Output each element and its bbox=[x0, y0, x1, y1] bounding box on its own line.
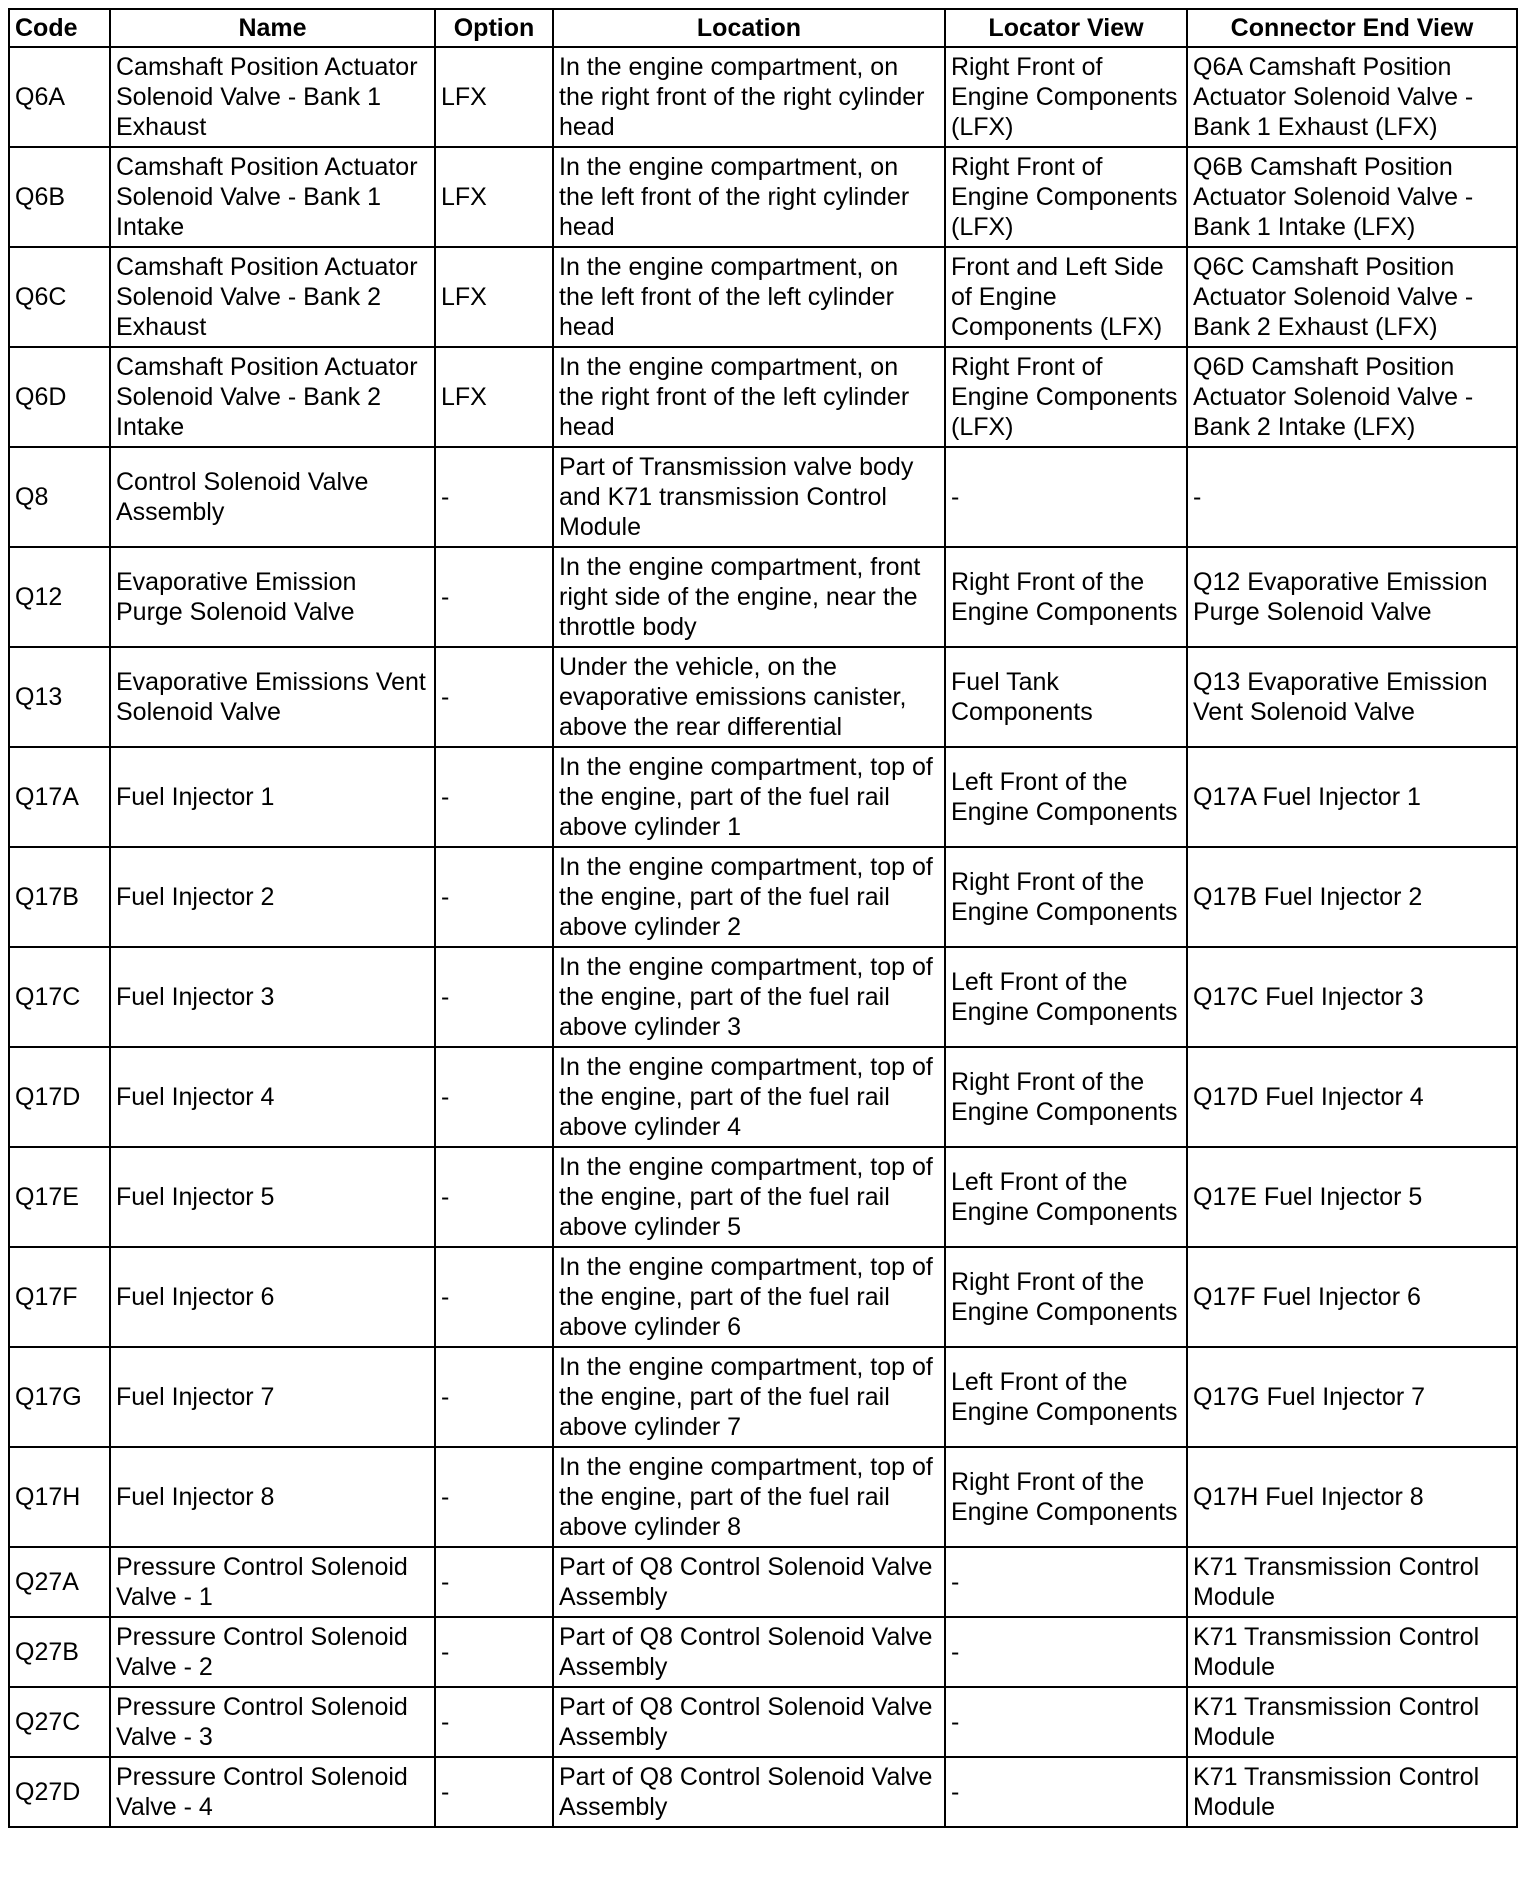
cell-name: Camshaft Position Actuator Solenoid Valve - Bank 1 Intake bbox=[110, 147, 435, 247]
cell-name: Evaporative Emission Purge Solenoid Valve bbox=[110, 547, 435, 647]
header-connector-end-view: Connector End View bbox=[1187, 9, 1517, 47]
cell-connector-end-view: Q17D Fuel Injector 4 bbox=[1187, 1047, 1517, 1147]
cell-option: - bbox=[435, 1687, 553, 1757]
table-row bbox=[9, 1757, 1517, 1827]
cell-code: Q12 bbox=[9, 547, 110, 647]
cell-locator-view: Right Front of Engine Components (LFX) bbox=[945, 147, 1187, 247]
cell-locator-view: Left Front of the Engine Components bbox=[945, 747, 1187, 847]
cell-location: In the engine compartment, top of the engine, part of the fuel rail above cylinder 5 bbox=[553, 1147, 945, 1247]
cell-name: Fuel Injector 5 bbox=[110, 1147, 435, 1247]
cell-option: LFX bbox=[435, 247, 553, 347]
table-row bbox=[9, 547, 1517, 647]
cell-name: Fuel Injector 2 bbox=[110, 847, 435, 947]
cell-name: Fuel Injector 8 bbox=[110, 1447, 435, 1547]
cell-code: Q17B bbox=[9, 847, 110, 947]
cell-code: Q17E bbox=[9, 1147, 110, 1247]
table-row bbox=[9, 647, 1517, 747]
cell-option: LFX bbox=[435, 47, 553, 147]
cell-code: Q6A bbox=[9, 47, 110, 147]
table-row bbox=[9, 47, 1517, 147]
cell-code: Q6B bbox=[9, 147, 110, 247]
cell-location: In the engine compartment, top of the engine, part of the fuel rail above cylinder 2 bbox=[553, 847, 945, 947]
cell-code: Q27B bbox=[9, 1617, 110, 1687]
cell-name: Camshaft Position Actuator Solenoid Valve - Bank 1 Exhaust bbox=[110, 47, 435, 147]
cell-code: Q6D bbox=[9, 347, 110, 447]
cell-location: Part of Q8 Control Solenoid Valve Assembly bbox=[553, 1547, 945, 1617]
cell-connector-end-view: Q6B Camshaft Position Actuator Solenoid Valve - Bank 1 Intake (LFX) bbox=[1187, 147, 1517, 247]
cell-code: Q17A bbox=[9, 747, 110, 847]
table-row bbox=[9, 147, 1517, 247]
table-row bbox=[9, 1547, 1517, 1617]
table-row bbox=[9, 347, 1517, 447]
table-row bbox=[9, 1247, 1517, 1347]
cell-code: Q17D bbox=[9, 1047, 110, 1147]
cell-name: Fuel Injector 6 bbox=[110, 1247, 435, 1347]
cell-connector-end-view: K71 Transmission Control Module bbox=[1187, 1547, 1517, 1617]
table-row bbox=[9, 447, 1517, 547]
cell-code: Q17G bbox=[9, 1347, 110, 1447]
table-row bbox=[9, 1447, 1517, 1547]
cell-locator-view: Fuel Tank Components bbox=[945, 647, 1187, 747]
cell-location: Part of Q8 Control Solenoid Valve Assembly bbox=[553, 1687, 945, 1757]
cell-name: Camshaft Position Actuator Solenoid Valve - Bank 2 Intake bbox=[110, 347, 435, 447]
table-header bbox=[9, 9, 1517, 47]
cell-name: Pressure Control Solenoid Valve - 4 bbox=[110, 1757, 435, 1827]
cell-name: Fuel Injector 3 bbox=[110, 947, 435, 1047]
cell-locator-view: - bbox=[945, 1547, 1187, 1617]
cell-option: - bbox=[435, 1047, 553, 1147]
cell-name: Evaporative Emissions Vent Solenoid Valve bbox=[110, 647, 435, 747]
cell-option: - bbox=[435, 847, 553, 947]
table-row bbox=[9, 747, 1517, 847]
cell-option: LFX bbox=[435, 147, 553, 247]
table-row bbox=[9, 1617, 1517, 1687]
cell-connector-end-view: Q6D Camshaft Position Actuator Solenoid Valve - Bank 2 Intake (LFX) bbox=[1187, 347, 1517, 447]
table-row bbox=[9, 947, 1517, 1047]
cell-locator-view: Left Front of the Engine Components bbox=[945, 1347, 1187, 1447]
table-row bbox=[9, 1687, 1517, 1757]
header-option: Option bbox=[435, 9, 553, 47]
cell-locator-view: Right Front of the Engine Components bbox=[945, 547, 1187, 647]
cell-locator-view: - bbox=[945, 1757, 1187, 1827]
cell-connector-end-view: K71 Transmission Control Module bbox=[1187, 1617, 1517, 1687]
cell-location: In the engine compartment, front right side of the engine, near the throttle body bbox=[553, 547, 945, 647]
cell-option: - bbox=[435, 547, 553, 647]
cell-connector-end-view: K71 Transmission Control Module bbox=[1187, 1687, 1517, 1757]
cell-option: LFX bbox=[435, 347, 553, 447]
cell-option: - bbox=[435, 1347, 553, 1447]
cell-code: Q27A bbox=[9, 1547, 110, 1617]
cell-code: Q13 bbox=[9, 647, 110, 747]
cell-location: In the engine compartment, top of the engine, part of the fuel rail above cylinder 7 bbox=[553, 1347, 945, 1447]
cell-location: In the engine compartment, on the left front of the left cylinder head bbox=[553, 247, 945, 347]
cell-locator-view: Right Front of the Engine Components bbox=[945, 1447, 1187, 1547]
table-body bbox=[9, 47, 1517, 1827]
cell-code: Q27C bbox=[9, 1687, 110, 1757]
cell-option: - bbox=[435, 947, 553, 1047]
cell-connector-end-view: Q17G Fuel Injector 7 bbox=[1187, 1347, 1517, 1447]
cell-connector-end-view: Q6C Camshaft Position Actuator Solenoid Valve - Bank 2 Exhaust (LFX) bbox=[1187, 247, 1517, 347]
cell-name: Pressure Control Solenoid Valve - 3 bbox=[110, 1687, 435, 1757]
cell-connector-end-view: Q6A Camshaft Position Actuator Solenoid Valve - Bank 1 Exhaust (LFX) bbox=[1187, 47, 1517, 147]
cell-name: Fuel Injector 7 bbox=[110, 1347, 435, 1447]
cell-code: Q17H bbox=[9, 1447, 110, 1547]
cell-name: Pressure Control Solenoid Valve - 2 bbox=[110, 1617, 435, 1687]
cell-connector-end-view: Q17E Fuel Injector 5 bbox=[1187, 1147, 1517, 1247]
cell-location: In the engine compartment, top of the engine, part of the fuel rail above cylinder 8 bbox=[553, 1447, 945, 1547]
header-name: Name bbox=[110, 9, 435, 47]
cell-name: Pressure Control Solenoid Valve - 1 bbox=[110, 1547, 435, 1617]
table-row bbox=[9, 247, 1517, 347]
cell-location: Under the vehicle, on the evaporative emissions canister, above the rear differential bbox=[553, 647, 945, 747]
cell-option: - bbox=[435, 1547, 553, 1617]
cell-connector-end-view: Q17F Fuel Injector 6 bbox=[1187, 1247, 1517, 1347]
cell-option: - bbox=[435, 447, 553, 547]
cell-location: In the engine compartment, top of the engine, part of the fuel rail above cylinder 6 bbox=[553, 1247, 945, 1347]
cell-option: - bbox=[435, 1757, 553, 1827]
cell-locator-view: Right Front of Engine Components (LFX) bbox=[945, 347, 1187, 447]
cell-location: In the engine compartment, top of the engine, part of the fuel rail above cylinder 1 bbox=[553, 747, 945, 847]
cell-code: Q8 bbox=[9, 447, 110, 547]
cell-option: - bbox=[435, 647, 553, 747]
header-locator-view: Locator View bbox=[945, 9, 1187, 47]
cell-locator-view: Right Front of the Engine Components bbox=[945, 1247, 1187, 1347]
cell-connector-end-view: Q12 Evaporative Emission Purge Solenoid Valve bbox=[1187, 547, 1517, 647]
cell-locator-view: Front and Left Side of Engine Components (LFX) bbox=[945, 247, 1187, 347]
header-code: Code bbox=[9, 9, 110, 47]
cell-name: Camshaft Position Actuator Solenoid Valve - Bank 2 Exhaust bbox=[110, 247, 435, 347]
cell-location: In the engine compartment, top of the engine, part of the fuel rail above cylinder 4 bbox=[553, 1047, 945, 1147]
cell-code: Q27D bbox=[9, 1757, 110, 1827]
cell-location: Part of Transmission valve body and K71 transmission Control Module bbox=[553, 447, 945, 547]
table-row bbox=[9, 847, 1517, 947]
component-locator-table bbox=[8, 8, 1518, 1828]
cell-location: In the engine compartment, on the right front of the left cylinder head bbox=[553, 347, 945, 447]
cell-option: - bbox=[435, 1447, 553, 1547]
table-row bbox=[9, 1347, 1517, 1447]
cell-option: - bbox=[435, 1247, 553, 1347]
cell-name: Control Solenoid Valve Assembly bbox=[110, 447, 435, 547]
header-location: Location bbox=[553, 9, 945, 47]
cell-locator-view: Left Front of the Engine Components bbox=[945, 1147, 1187, 1247]
cell-locator-view: Right Front of Engine Components (LFX) bbox=[945, 47, 1187, 147]
cell-name: Fuel Injector 1 bbox=[110, 747, 435, 847]
table-row bbox=[9, 1147, 1517, 1247]
cell-option: - bbox=[435, 1617, 553, 1687]
cell-connector-end-view: K71 Transmission Control Module bbox=[1187, 1757, 1517, 1827]
cell-code: Q6C bbox=[9, 247, 110, 347]
header-row bbox=[9, 9, 1517, 47]
cell-connector-end-view: Q13 Evaporative Emission Vent Solenoid Valve bbox=[1187, 647, 1517, 747]
cell-locator-view: Left Front of the Engine Components bbox=[945, 947, 1187, 1047]
cell-code: Q17F bbox=[9, 1247, 110, 1347]
cell-location: In the engine compartment, on the right front of the right cylinder head bbox=[553, 47, 945, 147]
cell-option: - bbox=[435, 747, 553, 847]
cell-locator-view: - bbox=[945, 1617, 1187, 1687]
table-row bbox=[9, 1047, 1517, 1147]
cell-code: Q17C bbox=[9, 947, 110, 1047]
cell-locator-view: - bbox=[945, 1687, 1187, 1757]
cell-connector-end-view: Q17A Fuel Injector 1 bbox=[1187, 747, 1517, 847]
cell-location: In the engine compartment, top of the engine, part of the fuel rail above cylinder 3 bbox=[553, 947, 945, 1047]
cell-option: - bbox=[435, 1147, 553, 1247]
cell-connector-end-view: Q17C Fuel Injector 3 bbox=[1187, 947, 1517, 1047]
cell-name: Fuel Injector 4 bbox=[110, 1047, 435, 1147]
cell-connector-end-view: - bbox=[1187, 447, 1517, 547]
cell-connector-end-view: Q17B Fuel Injector 2 bbox=[1187, 847, 1517, 947]
cell-location: Part of Q8 Control Solenoid Valve Assembly bbox=[553, 1617, 945, 1687]
cell-location: Part of Q8 Control Solenoid Valve Assembly bbox=[553, 1757, 945, 1827]
cell-connector-end-view: Q17H Fuel Injector 8 bbox=[1187, 1447, 1517, 1547]
cell-locator-view: Right Front of the Engine Components bbox=[945, 1047, 1187, 1147]
cell-locator-view: - bbox=[945, 447, 1187, 547]
cell-location: In the engine compartment, on the left front of the right cylinder head bbox=[553, 147, 945, 247]
cell-locator-view: Right Front of the Engine Components bbox=[945, 847, 1187, 947]
